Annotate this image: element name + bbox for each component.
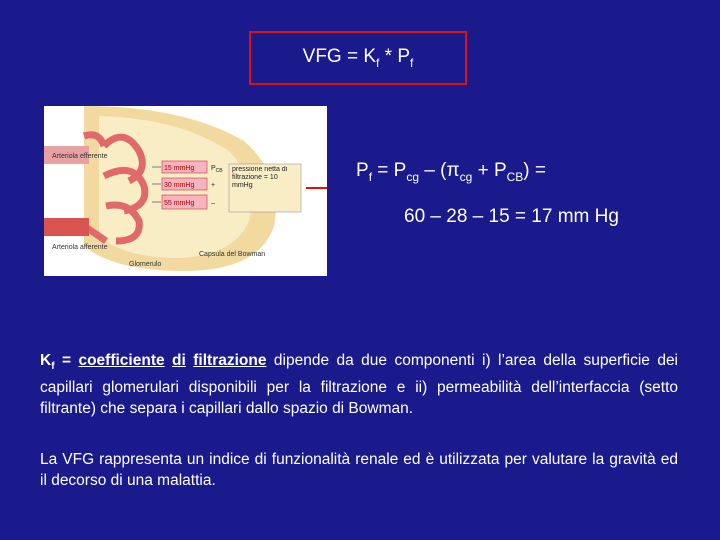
paragraph-vfg: La VFG rappresenta un indice di funzionalità renale ed è utilizzata per valutare la gravità ed il decorso di una malattia.	[40, 451, 678, 489]
label-minus: +	[211, 182, 216, 189]
label-55mmhg: 55 mmHg	[164, 200, 195, 207]
paragraph-kf: $K_f$ = coefficiente di filtrazione dipende da due componenti i) l’area della superficie dei capillari glomerulari disponibili per la filtrazione e ii) permeabilità dell’interfaccia (setto filtrante) che separa i capillari dallo spazio di Bowman.	[40, 352, 679, 418]
label-30mmhg: 30 mmHg	[164, 182, 195, 189]
equation-result: 60 – 28 – 15 = 17 mm Hg	[404, 206, 619, 227]
afferent-arteriole-shape	[44, 218, 89, 236]
label-pcb: $P_{CB}$	[211, 165, 223, 174]
label-arteriola-afferente: Arteriola afferente	[52, 244, 108, 251]
label-capsula: Capsula del Bowman	[199, 251, 266, 258]
title-text: VFG = $K_f * P_f$	[302, 46, 414, 70]
label-glomerulo: Glomerulo	[129, 261, 162, 268]
net-pressure-text-container	[232, 166, 300, 212]
kf-symbol: $K_f$	[40, 352, 55, 373]
glomerulus-svg	[44, 106, 327, 276]
equation-net-pressure: $P_f = P_{cg} - (\pi_{cg} + P_{CB})$ =	[356, 160, 546, 184]
glomerulus-diagram	[44, 106, 327, 276]
title-box	[249, 31, 467, 85]
kf-description: dipende da due componenti i) l’area della superficie dei capillari glomerulari disponibili per la filtrazione e ii) permeabilità dell’interfaccia (setto filtrante) che separa i capillari dallo spazio di Bowman.	[40, 352, 679, 418]
label-15mmhg: 15 mmHg	[164, 165, 195, 172]
label-arteriola-efferente: Arteriola efferente	[52, 153, 108, 160]
net-pressure-text: pressione netta di filtrazione = 10 mmHg	[232, 166, 288, 189]
term-filtrazione: filtrazione	[193, 352, 267, 369]
term-di: di	[172, 352, 186, 369]
term-coefficiente: coefficiente	[78, 352, 165, 369]
label-minus2: –	[211, 200, 215, 207]
